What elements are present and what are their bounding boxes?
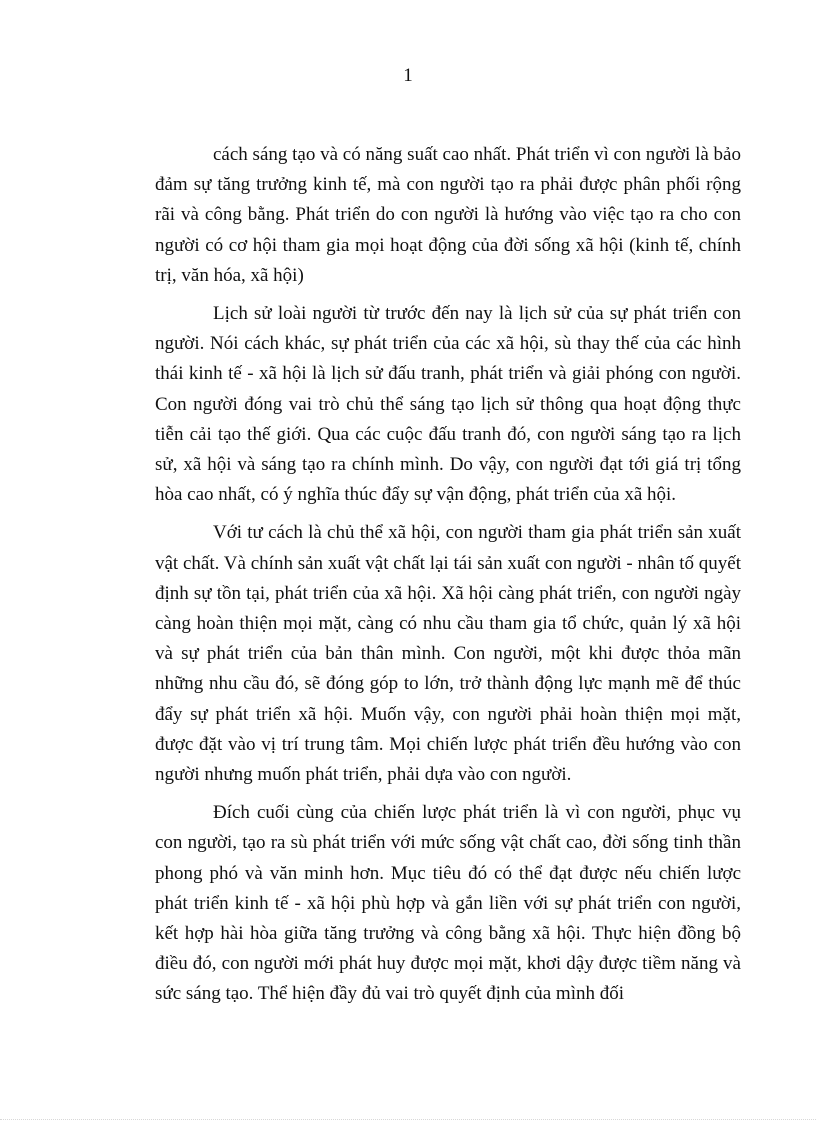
paragraph-3: Với tư cách là chủ thể xã hội, con người tham gia phát triển sản xuất vật chất. Và chính sản xuất vật chất lại tái sản xuất con người - nhân tố quyết định sự tồn tại, phát triển của xã hội. Xã hội càng phát triển, con người ngày càng hoàn thiện mọi mặt, càng có nhu cầu tham gia tổ chức, quản lý xã hội và sự phát triển của bản thân mình. Con người, một khi được thỏa mãn những nhu cầu đó, sẽ đóng góp to lớn, trở thành động lực mạnh mẽ để thúc đẩy sự phát triển xã hội. Muốn vậy, con người phải hoàn thiện mọi mặt, được đặt vào vị trí trung tâm. Mọi chiến lược phát triển đều hướng vào con người nhưng muốn phát triển, phải dựa vào con người.	[155, 522, 741, 786]
paragraph-2: Lịch sử loài người từ trước đến nay là lịch sử của sự phát triển con người. Nói cách khác, sự phát triển của các xã hội, sù thay thế của các hình thái kinh tế - xã hội là lịch sử đấu tranh, phát triển và giải phóng con người. Con người đóng vai trò chủ thể sáng tạo lịch sử thông qua hoạt động thực tiễn cải tạo thế giới. Qua các cuộc đấu tranh đó, con người sáng tạo ra lịch sử, xã hội và sáng tạo ra chính mình. Do vậy, con người đạt tới giá trị tổng hòa cao nhất, có ý nghĩa thúc đẩy sự vận động, phát triển của xã hội.	[155, 303, 741, 506]
paragraph-4: Đích cuối cùng của chiến lược phát triển là vì con người, phục vụ con người, tạo ra sù phát triển với mức sống vật chất cao, đời sống tinh thần phong phó và văn minh hơn. Mục tiêu đó có thể đạt được nếu chiến lược phát triển kinh tế - xã hội phù hợp và gắn liền với sự phát triển con người, kết hợp hài hòa giữa tăng trưởng và công bằng xã hội. Thực hiện đồng bộ điều đó, con người mới phát huy được mọi mặt, khơi dậy được tiềm năng và sức sáng tạo. Thể hiện đầy đủ vai trò quyết định của mình đối	[155, 802, 741, 1005]
document-body	[155, 140, 741, 1010]
page-number: 1	[403, 65, 413, 86]
paragraph-1: cách sáng tạo và có năng suất cao nhất. Phát triển vì con người là bảo đảm sự tăng trưởng kinh tế, mà con người tạo ra phải được phân phối rộng rãi và công bằng. Phát triển do con người là hướng vào việc tạo ra cho con người có cơ hội tham gia mọi hoạt động của đời sống xã hội (kinh tế, chính trị, văn hóa, xã hội)	[155, 144, 741, 286]
page-bottom-edge	[0, 1119, 816, 1120]
